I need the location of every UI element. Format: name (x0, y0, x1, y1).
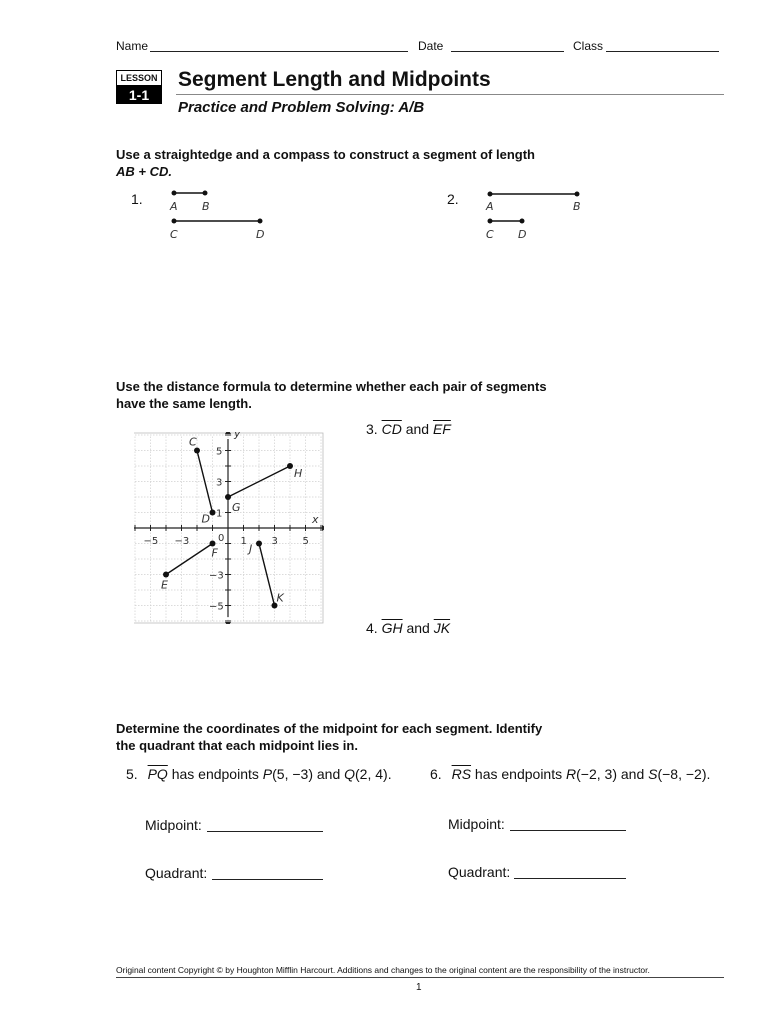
point-label-e: E (161, 578, 168, 592)
x-tick-label: 3 (271, 536, 278, 547)
problem-3-and: and (405, 421, 430, 437)
problem-5-number: 5. (126, 766, 138, 782)
problem-6-segment: $\overline{RS}$ (451, 766, 472, 782)
label-c-2: C (486, 228, 494, 241)
problem-5-p: P (262, 766, 273, 782)
problem-4-seg2: $\overline{JK}$ (433, 620, 451, 636)
section3-instruction-line1: Determine the coordinates of the midpoint for each segment. Identify (116, 721, 543, 736)
point-d-2 (520, 219, 525, 224)
point-d (258, 219, 263, 224)
problem-6 (430, 766, 710, 782)
point-label-c: C (189, 435, 197, 449)
point-a (172, 191, 177, 196)
problem-6-text: has endpoints (474, 766, 566, 782)
x-tick-label: 1 (240, 536, 247, 547)
problem-1-number: 1. (131, 191, 143, 207)
point-b-2 (575, 192, 580, 197)
point-label-g: G (232, 501, 241, 514)
label-a-2: A (486, 200, 494, 213)
problem-5-q: Q (344, 766, 356, 782)
section3-instruction (116, 720, 542, 754)
point-e (163, 572, 169, 578)
point-j (256, 541, 262, 547)
problem-5-quadrant-field[interactable] (212, 879, 323, 880)
coordinate-graph (134, 432, 324, 624)
problem-6-midpoint-label: Midpoint: (448, 816, 505, 832)
x-tick-label: −3 (174, 536, 190, 547)
x-tick-label: −5 (143, 536, 159, 547)
label-a: A (170, 200, 178, 213)
problem-5-q-coords: (2, 4). (355, 766, 392, 782)
problem-4-number: 4. (366, 620, 378, 636)
problem-3-seg1: $\overline{CD}$ (381, 421, 402, 437)
lesson-badge-label: LESSON (116, 70, 162, 86)
point-d (210, 510, 216, 516)
section2-instruction-line2: have the same length. (116, 396, 252, 411)
problem-5 (126, 766, 392, 782)
x-axis-label: x (312, 513, 319, 526)
label-d: D (256, 228, 265, 241)
y-tick-label: 5 (216, 446, 223, 458)
y-tick-label: −5 (209, 601, 224, 613)
name-field[interactable] (150, 51, 408, 52)
problem-5-midpoint-field[interactable] (207, 831, 323, 832)
date-label: Date (418, 39, 444, 53)
problem-6-s: S (648, 766, 658, 782)
point-label-d: D (201, 512, 210, 526)
problem-5-midpoint-label: Midpoint: (145, 817, 202, 833)
page-subtitle: Practice and Problem Solving: A/B (178, 99, 425, 116)
title-rule (176, 94, 724, 95)
y-tick-label: 1 (216, 508, 223, 520)
problem-4-and: and (406, 620, 430, 636)
label-d-2: D (518, 228, 527, 241)
problem-6-number: 6. (430, 766, 442, 782)
problem-6-r: R (566, 766, 577, 782)
y-tick-label: 3 (216, 477, 223, 489)
y-tick-label: −3 (209, 570, 224, 582)
problem-6-s-coords: (−8, −2). (657, 766, 711, 782)
problem-1-figure (160, 184, 280, 244)
origin-label: 0 (218, 533, 225, 544)
problem-5-quadrant-label: Quadrant: (145, 865, 208, 881)
point-label-h: H (294, 467, 303, 480)
problem-6-midpoint-field[interactable] (510, 830, 626, 831)
point-h (287, 463, 293, 469)
point-label-f: F (211, 546, 218, 560)
y-axis-arrow-up (225, 432, 231, 434)
page-title: Segment Length and Midpoints (178, 68, 491, 91)
y-axis-label: y (234, 432, 241, 440)
class-field[interactable] (606, 51, 719, 52)
class-label: Class (573, 39, 604, 53)
y-axis-arrow-down (225, 622, 231, 624)
problem-3-seg2: $\overline{EF}$ (432, 421, 451, 437)
footer-copyright: Original content Copyright © by Houghton Mifflin Harcourt. Additions and changes to the original content are the responsibility of the instructor. (116, 965, 650, 975)
point-g (225, 494, 231, 500)
label-b: B (202, 200, 210, 213)
section1-instruction (116, 146, 535, 180)
problem-5-text: has endpoints (171, 766, 263, 782)
point-label-k: K (276, 591, 284, 605)
x-tick-label: 5 (302, 536, 309, 547)
problem-6-quadrant-field[interactable] (514, 878, 626, 879)
problem-2-figure (480, 184, 590, 244)
lesson-badge-number: 1-1 (116, 86, 162, 104)
problem-6-quadrant-label: Quadrant: (448, 864, 511, 880)
x-axis-arrow-right (322, 525, 324, 531)
section2-instruction-line1: Use the distance formula to determine whether each pair of segments (116, 379, 547, 394)
point-c (172, 219, 177, 224)
problem-6-r-coords: (−2, 3) and (576, 766, 649, 782)
point-c-2 (488, 219, 493, 224)
segment-ef (166, 544, 213, 575)
date-field[interactable] (451, 51, 564, 52)
label-b-2: B (573, 200, 581, 213)
problem-4 (366, 620, 450, 636)
point-a-2 (488, 192, 493, 197)
lesson-badge (116, 70, 162, 104)
label-c: C (170, 228, 178, 241)
problem-3 (366, 421, 451, 437)
section2-instruction (116, 378, 547, 412)
point-b (203, 191, 208, 196)
page-number: 1 (416, 982, 422, 993)
problem-5-p-coords: (5, −3) and (272, 766, 345, 782)
problem-4-seg1: $\overline{GH}$ (381, 620, 403, 636)
point-label-j: J (249, 542, 253, 556)
problem-2-number: 2. (447, 191, 459, 207)
problem-5-segment: $\overline{PQ}$ (147, 766, 168, 782)
section3-instruction-line2: the quadrant that each midpoint lies in. (116, 738, 358, 753)
section1-instruction-line2: AB + CD. (116, 164, 172, 179)
footer-rule (116, 977, 724, 978)
section1-instruction-line1: Use a straightedge and a compass to construct a segment of length (116, 147, 535, 162)
name-label: Name (116, 39, 149, 53)
problem-3-number: 3. (366, 421, 378, 437)
